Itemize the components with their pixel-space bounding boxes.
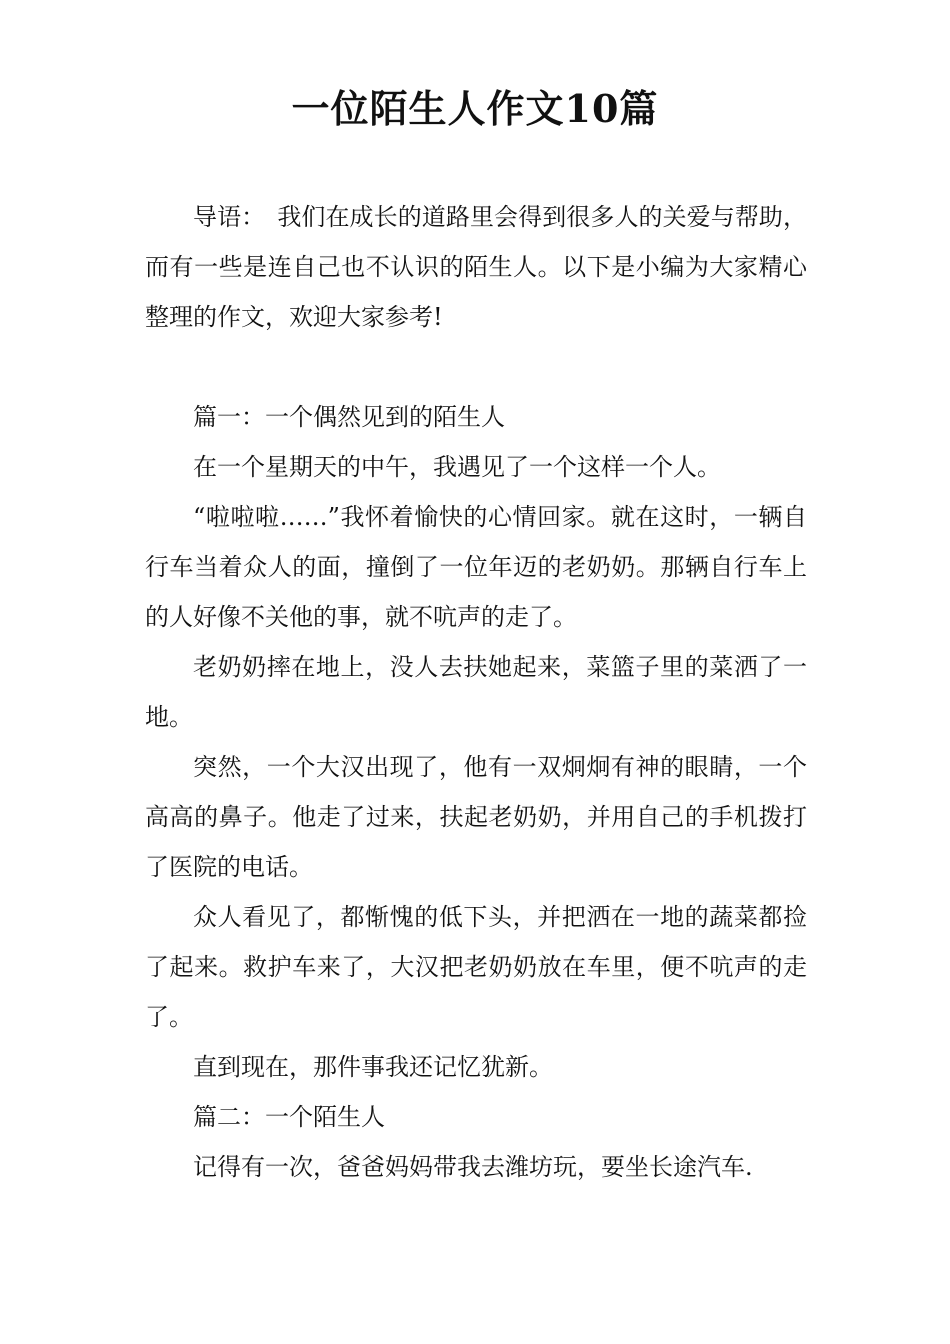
document-title: 一位陌生人作文10篇 (291, 86, 659, 131)
section-heading-2: 篇二：一个陌生人 (193, 1103, 385, 1131)
section-heading-1: 篇一：一个偶然见到的陌生人 (193, 403, 505, 431)
paragraph-gap (145, 342, 807, 392)
intro-paragraph: 导语： 我们在成长的道路里会得到很多人的关爱与帮助，而有一些是连自己也不认识的陌生人。以下是小编为大家精心整理的作文，欢迎大家参考! (145, 203, 807, 331)
body-paragraph: 突然，一个大汉出现了，他有一双炯炯有神的眼睛，一个高高的鼻子。他走了过来，扶起老奶奶，并用自己的手机拨打了医院的电话。 (145, 753, 807, 881)
body-paragraph: 记得有一次，爸爸妈妈带我去潍坊玩，要坐长途汽车. (193, 1153, 753, 1181)
body-paragraph: 直到现在，那件事我还记忆犹新。 (193, 1053, 553, 1081)
body-paragraph: 在一个星期天的中午，我遇见了一个这样一个人。 (193, 453, 721, 481)
body-paragraph: “啦啦啦……”我怀着愉快的心情回家。就在这时，一辆自行车当着众人的面，撞倒了一位年迈的老奶奶。那辆自行车上的人好像不关他的事，就不吭声的走了。 (145, 503, 807, 631)
body-paragraph: 老奶奶摔在地上，没人去扶她起来，菜篮子里的菜洒了一地。 (145, 653, 807, 731)
document-body (145, 192, 807, 1192)
body-paragraph: 众人看见了，都惭愧的低下头，并把洒在一地的蔬菜都捡了起来。救护车来了，大汉把老奶奶放在车里，便不吭声的走了。 (145, 903, 807, 1031)
